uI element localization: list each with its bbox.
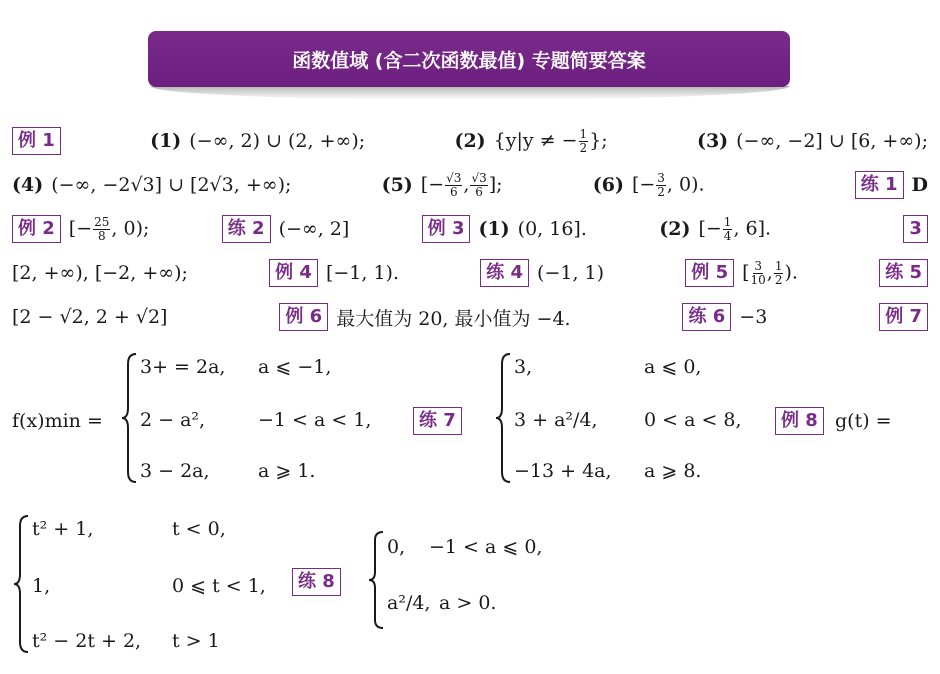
example-tag: 例 5	[685, 259, 734, 287]
answer-text: [2, +∞), [−2, +∞);	[12, 262, 188, 284]
function-label: g(t) =	[835, 410, 892, 432]
practice-tag: 练 8	[292, 568, 341, 596]
practice-tag: 练 2	[222, 215, 271, 243]
example-tag: 例 8	[775, 407, 824, 435]
left-brace	[12, 514, 30, 654]
case-condition: 0 < a < 8,	[644, 409, 742, 431]
answer-fragment: , 0);	[111, 217, 150, 239]
case-expression: 3 + a²/4,	[514, 409, 598, 431]
fraction	[751, 260, 766, 287]
answer-fragment: ).	[784, 261, 798, 283]
case-condition: −1 < a ⩽ 0,	[429, 536, 543, 558]
case-condition: a > 0.	[439, 592, 497, 614]
answer-text: (−∞, 2) ∪ (2, +∞);	[189, 130, 366, 152]
part-label: (5)	[381, 174, 413, 196]
answer-fragment: ];	[488, 173, 503, 195]
answer-text: [−1, 1).	[325, 262, 399, 284]
part-label: (6)	[592, 174, 624, 196]
example-tag: 例 4	[269, 259, 318, 287]
case-expression: a²/4,	[387, 592, 431, 614]
practice-tag: 练 7	[413, 407, 462, 435]
fraction-denominator: 8	[97, 228, 106, 243]
answer-fragment: [−	[420, 173, 445, 195]
fraction	[470, 172, 487, 199]
answer-line-1	[12, 127, 928, 155]
case-expression: 0,	[387, 536, 406, 558]
practice-tag: 3	[903, 215, 928, 243]
answer-fragment: [	[742, 261, 750, 283]
fraction-numerator: 25	[94, 214, 110, 229]
answer-fragment: [−	[698, 217, 722, 239]
left-brace	[494, 352, 512, 484]
fraction-numerator: 3	[657, 170, 665, 185]
answer-text: (−1, 1)	[537, 262, 605, 284]
answer-text: −3	[739, 306, 768, 328]
part-label: (2)	[454, 130, 486, 152]
answer-text	[698, 216, 771, 243]
fraction	[656, 172, 666, 199]
piecewise-cases-2	[514, 356, 764, 486]
answer-line-2	[12, 171, 928, 199]
case-expression: t² − 2t + 2,	[32, 630, 142, 652]
example-tag: 例 6	[279, 303, 328, 331]
answer-text	[494, 128, 608, 155]
answer-text: (0, 16].	[517, 218, 587, 240]
answer-fragment: };	[589, 129, 608, 151]
answer-text: (−∞, 2]	[278, 218, 350, 240]
part-label: (2)	[659, 218, 691, 240]
case-expression: 3,	[514, 356, 533, 378]
left-brace	[120, 352, 138, 484]
answer-line-5	[12, 303, 928, 331]
answer-text	[742, 260, 798, 287]
answer-text: 最大值为 20, 最小值为 −4.	[336, 307, 571, 330]
fraction-numerator: 1	[774, 258, 783, 273]
example-tag: 例 1	[12, 127, 61, 155]
practice-tag: 练 1	[855, 171, 904, 199]
answer-choice: D	[911, 174, 928, 196]
fraction-denominator: 10	[750, 272, 766, 287]
fraction	[579, 128, 589, 155]
answer-text: [2 − √2, 2 + √2]	[12, 306, 168, 328]
answer-text: (−∞, −2√3] ∪ [2√3, +∞);	[51, 174, 292, 196]
piecewise-cases-4	[387, 536, 587, 636]
case-expression: 3 − 2a,	[140, 460, 210, 482]
fraction-denominator: 2	[657, 184, 665, 199]
fraction-denominator: 2	[579, 140, 588, 155]
fraction-denominator: 2	[774, 272, 783, 287]
fraction	[723, 216, 733, 243]
example-tag: 例 3	[422, 215, 471, 243]
answer-fragment: ,	[463, 173, 470, 195]
example-tag: 例 2	[12, 215, 61, 243]
part-label: (1)	[478, 218, 510, 240]
answer-text	[69, 216, 150, 243]
case-condition: t > 1	[172, 630, 220, 652]
answer-fragment: , 0).	[666, 173, 705, 195]
case-condition: a ⩾ 8.	[644, 460, 702, 482]
part-label: (4)	[12, 174, 44, 196]
answer-fragment: [−	[631, 173, 656, 195]
left-brace	[367, 530, 385, 630]
part-label: (1)	[150, 130, 182, 152]
fraction-numerator: √3	[446, 170, 462, 185]
answer-fragment: , 6].	[733, 217, 772, 239]
function-label: f(x)min =	[12, 410, 103, 432]
case-expression: 1,	[32, 575, 51, 597]
practice-tag: 练 6	[682, 303, 731, 331]
fraction	[774, 260, 784, 287]
practice-tag: 练 5	[879, 259, 928, 287]
case-expression: t² + 1,	[32, 518, 94, 540]
case-condition: a ⩾ 1.	[258, 460, 316, 482]
fraction-numerator: √3	[471, 170, 487, 185]
fraction-numerator: 3	[754, 258, 762, 273]
fraction	[93, 216, 110, 243]
piecewise-cases-1	[140, 356, 400, 486]
practice-tag: 练 4	[480, 259, 529, 287]
fraction-denominator: 4	[723, 228, 732, 243]
answer-fragment: {y|y ≠ −	[493, 129, 578, 151]
page-title: 函数值域 (含二次函数最值) 专题简要答案	[292, 49, 646, 72]
fraction-denominator: 6	[475, 184, 483, 199]
case-condition: a ⩽ −1,	[258, 356, 332, 378]
answer-text	[632, 172, 705, 199]
fraction-numerator: 1	[579, 126, 588, 141]
answer-line-3	[12, 215, 928, 243]
answer-text	[421, 172, 503, 199]
case-expression: −13 + 4a,	[514, 460, 612, 482]
piecewise-cases-3	[32, 518, 292, 658]
case-expression: 3+ = 2a,	[140, 356, 226, 378]
answer-text: (−∞, −2] ∪ [6, +∞);	[736, 130, 928, 152]
case-condition: a ⩽ 0,	[644, 356, 702, 378]
fraction-numerator: 1	[723, 214, 732, 229]
example-tag: 例 7	[879, 303, 928, 331]
answer-fragment: ,	[766, 261, 773, 283]
answer-fragment: [−	[68, 217, 93, 239]
case-condition: −1 < a < 1,	[258, 409, 372, 431]
fraction	[445, 172, 462, 199]
case-condition: t < 0,	[172, 518, 226, 540]
part-label: (3)	[696, 130, 729, 152]
fraction-denominator: 6	[449, 184, 458, 199]
answer-line-4	[12, 259, 928, 287]
case-expression: 2 − a²,	[140, 409, 206, 431]
case-condition: 0 ⩽ t < 1,	[172, 575, 266, 597]
